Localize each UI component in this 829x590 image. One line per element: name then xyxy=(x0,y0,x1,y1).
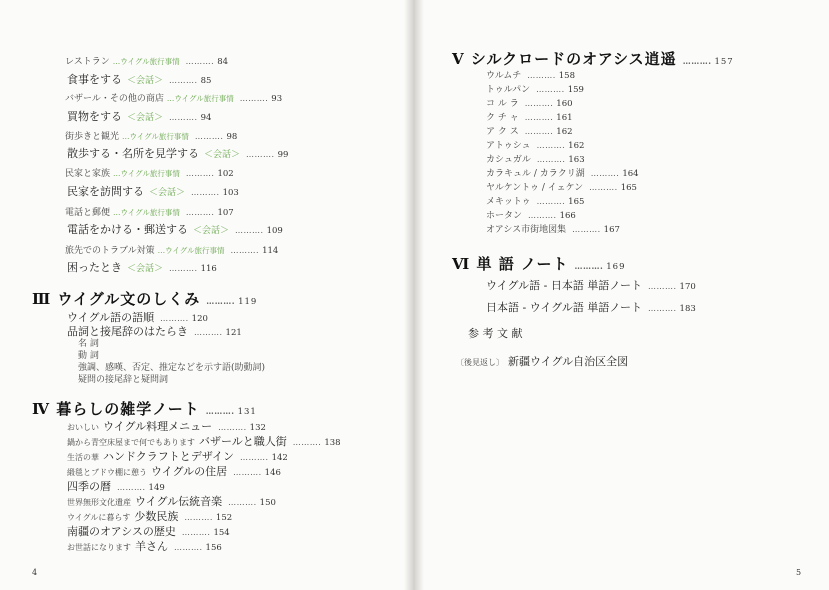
entry-tag: …ウイグル旅行事情 xyxy=(166,94,234,103)
entry-title: 民家と家族 xyxy=(65,169,111,179)
entry-title: ウイグル語 - 日本語 単語ノート xyxy=(486,279,642,292)
leader-dots: ………. xyxy=(240,453,269,462)
left-page-number: 4 xyxy=(32,568,38,577)
left-toc-entry xyxy=(67,481,165,493)
right-toc-entry xyxy=(486,114,573,123)
entry-title: Ⅵ 単 語 ノート xyxy=(452,255,569,273)
entry-title: 強調、感嘆、否定、推定などを示す語(助動詞) xyxy=(78,363,266,373)
right-toc-entry xyxy=(486,156,585,165)
right-toc-entry xyxy=(486,142,584,151)
leader-dots: ………. xyxy=(205,406,235,416)
entry-title: Ⅲ ウイグル文のしくみ xyxy=(32,290,201,308)
leader-dots: ………. xyxy=(536,141,566,150)
leader-dots: ………. xyxy=(648,282,677,291)
leader-dots: ………. xyxy=(524,99,554,108)
entry-tag: …ウイグル旅行事情 xyxy=(157,246,225,255)
entry-title: 買物をする xyxy=(67,110,122,123)
book-gutter xyxy=(404,0,424,590)
entry-title: ヤルケントゥ / イェケン xyxy=(486,183,584,193)
right-toc-entry xyxy=(486,280,696,292)
right-toc-entry xyxy=(486,128,573,137)
leader-dots: ………. xyxy=(572,225,601,234)
left-toc-entry xyxy=(67,224,283,236)
right-toc-entry xyxy=(486,302,696,314)
entry-title: 電話をかける・郵送する xyxy=(67,223,188,236)
entry-page-number: 159 xyxy=(567,85,584,95)
entry-page-number: 157 xyxy=(714,57,734,67)
conversation-tag: ＜会話＞ xyxy=(127,76,164,86)
entry-title: トゥルパン xyxy=(486,85,531,95)
conversation-tag: ＜会話＞ xyxy=(149,188,186,198)
leader-dots: ………. xyxy=(589,183,618,192)
entry-title: 名 詞 xyxy=(78,339,99,349)
right-toc-entry xyxy=(452,52,734,67)
conversation-tag: ＜会話＞ xyxy=(127,113,164,123)
entry-page-number: 119 xyxy=(238,297,258,307)
entry-title: 少数民族 xyxy=(134,510,179,523)
entry-page-number: 114 xyxy=(262,246,279,256)
left-toc-entry xyxy=(78,352,99,361)
left-toc-entry xyxy=(65,133,237,142)
leader-dots: ………. xyxy=(590,169,620,178)
leader-dots: ………. xyxy=(218,423,247,432)
entry-page-number: 156 xyxy=(205,543,222,553)
leader-dots: ………. xyxy=(206,296,236,306)
left-toc-entry xyxy=(65,58,228,67)
entry-title: オアシス市街地図集 xyxy=(486,225,567,235)
right-toc-entry xyxy=(486,72,575,81)
entry-page-number: 166 xyxy=(559,211,576,221)
entry-title: バザール・その他の商店 xyxy=(65,94,164,104)
left-toc-entry xyxy=(67,186,239,198)
entry-page-number: 183 xyxy=(679,304,696,314)
entry-prefix: ウイグルに暮らす xyxy=(67,513,131,522)
left-toc-entry xyxy=(67,466,281,478)
entry-tag: …ウイグル旅行事情 xyxy=(113,208,180,217)
entry-page-number: 131 xyxy=(237,407,257,417)
entry-tag: …ウイグル旅行事情 xyxy=(122,132,189,141)
right-page xyxy=(416,0,829,590)
entry-page-number: 120 xyxy=(191,314,208,324)
leader-dots: ………. xyxy=(239,94,269,103)
leader-dots: ………. xyxy=(527,71,556,80)
leader-dots: ………. xyxy=(528,211,557,220)
entry-page-number: 93 xyxy=(271,94,283,104)
right-toc-entry xyxy=(486,86,584,95)
entry-title: ハンドクラフトとデザイン xyxy=(103,450,235,463)
conversation-tag: ＜会話＞ xyxy=(193,226,230,236)
leader-dots: ………. xyxy=(235,226,264,235)
entry-page-number: 138 xyxy=(324,438,341,448)
left-toc-entry xyxy=(78,364,265,373)
entry-title: 旅先でのトラブル対策 xyxy=(65,246,155,256)
left-toc-entry xyxy=(67,111,211,123)
entry-title: ウイグル語の語順 xyxy=(67,311,155,324)
entry-tag: …ウイグル旅行事情 xyxy=(113,169,180,178)
entry-title: 散歩する・名所を見学する xyxy=(67,147,199,160)
entry-page-number: 150 xyxy=(259,498,276,508)
leader-dots: ………. xyxy=(160,314,189,323)
leader-dots: ………. xyxy=(536,155,566,164)
entry-title: ク チ ャ xyxy=(486,113,519,123)
entry-page-number: 109 xyxy=(266,226,283,236)
entry-title: 新疆ウイグル自治区全図 xyxy=(508,355,629,368)
leader-dots: ………. xyxy=(648,304,677,313)
entry-title: 街歩きと観光 xyxy=(65,132,120,142)
leader-dots: ………. xyxy=(524,127,554,136)
entry-page-number: 99 xyxy=(277,150,289,160)
leader-dots: ………. xyxy=(174,543,203,552)
entry-page-number: 132 xyxy=(249,423,266,433)
leader-dots: ………. xyxy=(185,57,215,66)
entry-page-number: 107 xyxy=(217,208,234,218)
left-toc-entry xyxy=(67,148,288,160)
leader-dots: ………. xyxy=(233,468,262,477)
left-toc-entry xyxy=(65,247,278,256)
entry-title: ウイグル料理メニュー xyxy=(103,420,213,433)
entry-title: レストラン xyxy=(65,57,110,67)
entry-title: ホータン xyxy=(486,211,523,221)
entry-prefix: 鍋から青空床屋まで何でもあります xyxy=(67,438,195,447)
right-toc-entry xyxy=(486,212,576,221)
leader-dots: ………. xyxy=(536,197,566,206)
left-toc-entry xyxy=(67,421,266,433)
entry-prefix: お世話になります xyxy=(67,543,131,552)
left-toc-entry xyxy=(67,511,232,523)
right-toc-entry xyxy=(486,100,573,109)
entry-page-number: 158 xyxy=(558,71,575,81)
entry-page-number: 98 xyxy=(226,132,238,142)
right-page-number: 5 xyxy=(796,568,802,577)
left-toc-entry xyxy=(78,340,99,349)
right-toc-entry xyxy=(468,328,523,339)
conversation-tag: ＜会話＞ xyxy=(127,264,164,274)
leader-dots: ………. xyxy=(230,246,260,255)
left-toc-entry xyxy=(65,95,282,104)
left-toc-entry xyxy=(67,262,217,274)
leader-dots: ………. xyxy=(228,498,257,507)
entry-page-number: 162 xyxy=(556,127,573,137)
entry-title: 品詞と接尾辞のはたらき xyxy=(67,325,188,338)
right-toc-entry xyxy=(486,226,620,235)
entry-page-number: 170 xyxy=(679,282,696,292)
right-toc-entry xyxy=(486,198,584,207)
entry-page-number: 84 xyxy=(217,57,229,67)
entry-title: 民家を訪問する xyxy=(67,185,144,198)
leader-dots: ………. xyxy=(246,150,275,159)
leader-dots: ………. xyxy=(181,528,211,537)
left-toc-entry xyxy=(67,436,341,448)
entry-page-number: 142 xyxy=(271,453,288,463)
entry-title: ア ク ス xyxy=(486,127,519,137)
entry-page-number: 162 xyxy=(568,141,585,151)
entry-prefix: 世界無形文化遺産 xyxy=(67,498,131,507)
leader-dots: ………. xyxy=(194,328,223,337)
left-toc-entry xyxy=(67,312,208,324)
entry-page-number: 102 xyxy=(217,169,234,179)
entry-page-number: 146 xyxy=(264,468,281,478)
entry-page-number: 160 xyxy=(556,99,573,109)
entry-page-number: 169 xyxy=(606,262,626,272)
entry-page-number: 167 xyxy=(603,225,620,235)
entry-page-number: 164 xyxy=(622,169,639,179)
entry-title: 動 詞 xyxy=(78,351,99,361)
right-toc-entry xyxy=(452,257,626,272)
leader-dots: ………. xyxy=(169,264,198,273)
entry-title: 日本語 - ウイグル語 単語ノート xyxy=(486,301,642,314)
entry-title: コ ル ラ xyxy=(486,99,519,109)
entry-page-number: 154 xyxy=(213,528,230,538)
left-toc-entry xyxy=(32,402,257,417)
entry-title: 食事をする xyxy=(67,73,122,86)
leader-dots: ………. xyxy=(682,56,712,66)
entry-title: 参 考 文 献 xyxy=(468,327,523,340)
entry-page-number: 116 xyxy=(200,264,217,274)
entry-tag: …ウイグル旅行事情 xyxy=(112,57,180,66)
left-toc-entry xyxy=(65,170,234,179)
entry-page-number: 161 xyxy=(556,113,573,123)
entry-prefix: 緞毯とブドウ棚に憩う xyxy=(67,468,147,477)
left-toc-entry xyxy=(78,376,168,385)
leader-dots: ………. xyxy=(536,85,565,94)
entry-prefix: 〔後見返し〕 xyxy=(456,358,504,367)
entry-page-number: 121 xyxy=(225,328,242,338)
leader-dots: ………. xyxy=(185,208,215,217)
left-toc-entry xyxy=(67,74,211,86)
entry-page-number: 165 xyxy=(568,197,585,207)
conversation-tag: ＜会話＞ xyxy=(204,150,241,160)
entry-page-number: 149 xyxy=(148,483,165,493)
entry-page-number: 103 xyxy=(222,188,239,198)
leader-dots: ………. xyxy=(524,113,554,122)
left-toc-entry xyxy=(32,292,257,307)
leader-dots: ………. xyxy=(574,261,604,271)
leader-dots: ………. xyxy=(117,483,146,492)
entry-title: カシュガル xyxy=(486,155,531,165)
entry-title: 電話と郵便 xyxy=(65,208,111,218)
leader-dots: ………. xyxy=(191,188,220,197)
leader-dots: ………. xyxy=(169,113,198,122)
left-toc-entry xyxy=(67,326,242,338)
right-toc-entry xyxy=(456,356,628,367)
entry-title: メキットゥ xyxy=(486,197,531,207)
entry-prefix: おいしい xyxy=(67,423,99,432)
entry-title: ウルムチ xyxy=(486,71,522,81)
entry-prefix: 生活の華 xyxy=(67,453,99,462)
left-toc-entry xyxy=(65,209,234,218)
entry-title: アトゥシュ xyxy=(486,141,531,151)
entry-page-number: 165 xyxy=(620,183,637,193)
left-toc-entry xyxy=(67,526,230,538)
entry-title: ウイグルの住居 xyxy=(151,465,228,478)
entry-page-number: 163 xyxy=(568,155,585,165)
leader-dots: ………. xyxy=(185,169,215,178)
entry-page-number: 94 xyxy=(200,113,212,123)
leader-dots: ………. xyxy=(194,132,224,141)
right-toc-entry xyxy=(486,184,637,193)
entry-page-number: 85 xyxy=(200,76,212,86)
leader-dots: ………. xyxy=(169,76,198,85)
entry-title: ウイグル伝統音楽 xyxy=(135,495,223,508)
entry-title: 疑問の接尾辞と疑問詞 xyxy=(78,375,169,385)
entry-title: 南疆のオアシスの歴史 xyxy=(67,525,176,538)
entry-title: Ⅴ シルクロードのオアシス逍遥 xyxy=(452,50,677,68)
entry-title: 羊さん xyxy=(135,540,168,553)
left-toc-entry xyxy=(67,451,288,463)
entry-page-number: 152 xyxy=(215,513,233,523)
leader-dots: ………. xyxy=(292,438,322,447)
leader-dots: ………. xyxy=(184,513,213,522)
entry-title: Ⅳ 暮らしの雑学ノート xyxy=(32,400,200,418)
entry-title: カラキュル / カラクリ湖 xyxy=(486,169,585,179)
entry-title: バザールと職人街 xyxy=(199,435,287,448)
left-toc-entry xyxy=(67,496,276,508)
entry-title: 困ったとき xyxy=(67,261,122,274)
entry-title: 四季の暦 xyxy=(67,480,111,493)
left-toc-entry xyxy=(67,541,222,553)
right-toc-entry xyxy=(486,170,639,179)
